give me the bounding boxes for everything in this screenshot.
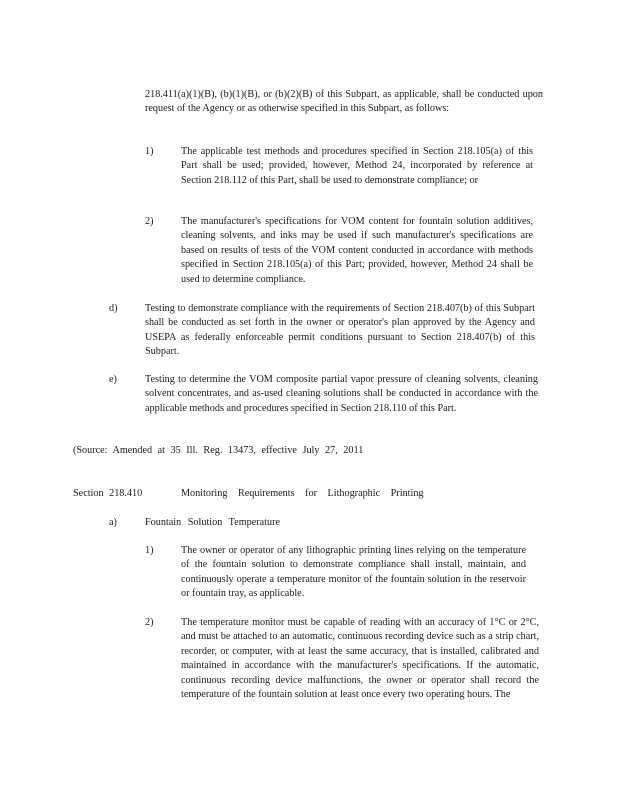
- item-label: 2): [145, 216, 154, 227]
- item-label: 1): [145, 146, 154, 157]
- section-title: Monitoring Requirements for Lithographic Printing: [181, 488, 424, 499]
- list-item: The applicable test methods and procedures specified in Section 218.105(a) of this Part shall be used; provided, however, Method 24, incorporated by reference at Section 218.112 of this Part, shall be used to demonstrate compliance; or: [181, 146, 533, 186]
- subsection-label: a): [109, 517, 117, 528]
- item-label: 1): [145, 545, 154, 556]
- item-label: d): [109, 303, 118, 314]
- section-heading: [73, 487, 424, 501]
- list-item: Testing to determine the VOM composite partial vapor pressure of cleaning solvents, cleaning solvent concentrates, and as-used cleaning solutions shall be conducted in accordance with the applicable methods and procedures specified in Section 218.110 of this Part.: [145, 374, 538, 414]
- section-number: Section 218.410: [73, 488, 143, 499]
- continuation-paragraph: 218.411(a)(1)(B), (b)(1)(B), or (b)(2)(B) of this Subpart, as applicable, shall be conducted upon request of the Agency or as otherwise specified in this Subpart, as follows:: [145, 89, 543, 115]
- subsection-title: Fountain Solution Temperature: [145, 517, 280, 528]
- item-label: 2): [145, 617, 154, 628]
- source-note: (Source: Amended at 35 Ill. Reg. 13473, effective July 27, 2011: [73, 445, 364, 456]
- list-item: The manufacturer's specifications for VOM content for fountain solution additives, cleaning solvents, and inks may be used if such manufacturer's specifications are based on results of tests of the VOM content conducted in accordance with methods specified in Section 218.105(a) of this Part; provided, however, Method 24 shall be used to determine compliance.: [181, 216, 533, 285]
- list-item: Testing to demonstrate compliance with the requirements of Section 218.407(b) of this Subpart shall be conducted as set forth in the owner or operator's plan approved by the Agency and USEPA as federally enforceable permit conditions pursuant to Section 218.407(b) of this Subpart.: [145, 303, 535, 358]
- list-item: The owner or operator of any lithographic printing lines relying on the temperature of the fountain solution to demonstrate compliance shall install, maintain, and continuously operate a temperature monitor of the fountain solution in the reservoir or fountain tray, as applicable.: [181, 545, 526, 600]
- item-label: e): [109, 374, 117, 385]
- list-item: The temperature monitor must be capable of reading with an accuracy of 1°C or 2°C, and must be attached to an automatic, continuous recording device such as a strip chart, recorder, or computer, with at least the same accuracy, that is installed, calibrated and maintained in accordance with the manufacturer's specifications. If the automatic, continuous recording device malfunctions, the owner or operator shall record the temperature of the fountain solution at least once every two operating hours. The: [181, 617, 539, 701]
